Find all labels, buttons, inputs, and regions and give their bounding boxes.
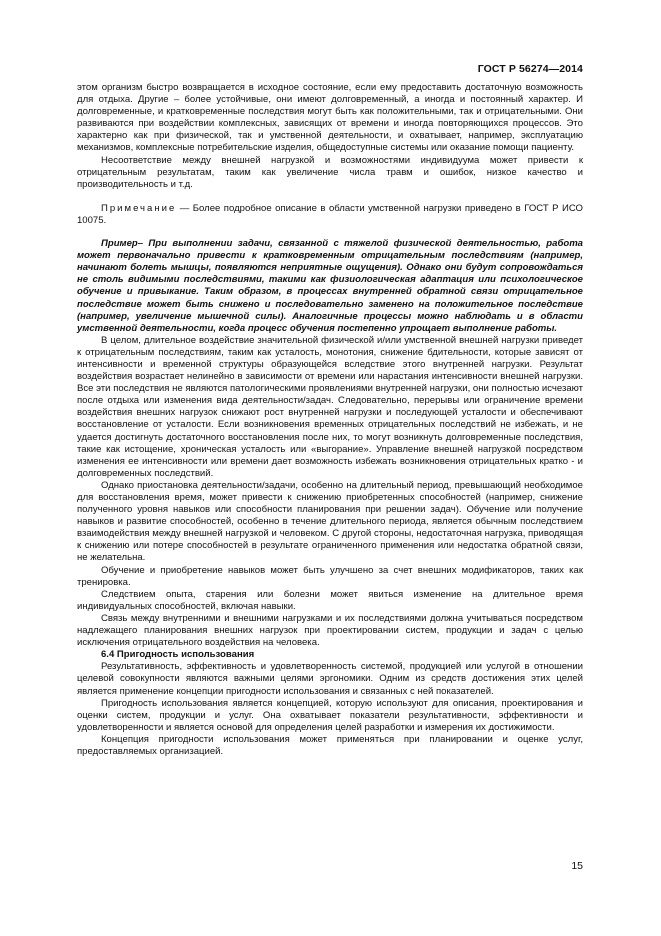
page-body	[77, 82, 583, 758]
paragraph: Следствием опыта, старения или болезни может явиться изменение на длительное время индивидуальных способностей, включая навыки.	[77, 588, 583, 612]
paragraph: этом организм быстро возвращается в исходное состояние, если ему предоставить достаточную возможность для отдыха. Другие – более устойчивые, они имеют долговременный, а иногда и постоянный характер. И долговременные, и кратковременные последствия могут быть как положительными, так и отрицательными. Они развиваются при воздействии комплексных, зависящих от времени и иногда повторяющихся процессов. Это характерно как при физической, так и умственной деятельности, и охватывает, например, эксплуатацию механизмов, комплексные потребительские изделия, общедоступные системы или оказание помощи пациенту.	[77, 82, 583, 154]
page-number: 15	[571, 860, 583, 872]
paragraph: Обучение и приобретение навыков может быть улучшено за счет внешних модификаторов, таких как тренировка.	[77, 564, 583, 588]
note-text: — Более подробное описание в области умственной нагрузки приведено в ГОСТ Р ИСО 10075.	[77, 202, 583, 226]
example-block: Пример– При выполнении задачи, связанной с тяжелой физической деятельностью, работа может первоначально привести к кратковременным отрицательным последствиям (например, начинают болеть мышцы, появляются неприятные ощущения). Однако они будут сопровождаться не столь видимыми последствиями, такими как физиологическая адаптация или психологическое обучение и привыкание. Таким образом, в процессах внутренней обратной связи отрицательное последствие может быть снижено и последовательно заменено на положительное последствие (например, увеличение мышечной силы). Аналогичные процессы можно наблюдать и в области умственной деятельности, когда процесс обучения постепенно упрощает выполнение работы.	[77, 238, 583, 334]
paragraph: В целом, длительное воздействие значительной физической и/или умственной внешней нагрузки приведет к отрицательным последствиям, таким как усталость, монотония, снижение бдительности, которые зависят от интенсивности и временной структуры образующейся вследствие этого внутренней нагрузки. Результат воздействия возрастает нелинейно в зависимости от времени или нарастания интенсивности внешней нагрузки. Все эти последствия не являются патологическими проявлениями внутренней нагрузки, они полностью исчезают после отдыха или изменения вида деятельности/задач. Следовательно, перерывы или ограничение времени воздействия внешних нагрузок снижают рост внутренней нагрузки и последующей усталости и обеспечивают восстановление от усталости. Если возникновения временных отрицательных последствий не избежать, и не удается достигнуть достаточного восстановления после них, то могут возникнуть долговременные последствия, такие как истощение, хроническая усталость или «выгорание». Управление внешней нагрузкой посредством изменения ее интенсивности или времени дает возможность избежать возникновения отрицательных кратко - и долговременных последствий.	[77, 334, 583, 479]
paragraph: Однако приостановка деятельности/задачи, особенно на длительный период, превышающий необходимое для восстановления время, может привести к снижению приобретенных способностей (например, снижение полученного уровня навыков или способности планирования при решении задач). Обучение или получение навыков и развитие способностей, особенно в течение длительного периода, является обычным последствием взаимодействия между внешней нагрузкой и человеком. С другой стороны, недостаточная нагрузка, приводящая к снижению или потере способностей в результате ограниченного применения или недостатка обратной связи, не желательна.	[77, 479, 583, 564]
paragraph: Пригодность использования является концепцией, которую используют для описания, проектирования и оценки систем, продукции и услуг. Она охватывает показатели результативности, эффективности и удовлетворенности и является основой для определения целей разработки и измерения их достижимости.	[77, 697, 583, 733]
paragraph: Результативность, эффективность и удовлетворенность системой, продукцией или услугой в отношении целевой совокупности являются важными целями эргономики. Одним из средств достижения этих целей является применение концепции пригодности использования и связанных с ней показателей.	[77, 661, 583, 697]
note	[77, 203, 583, 227]
paragraph: Концепция пригодности использования может применяться при планировании и оценке услуг, предоставляемых организацией.	[77, 733, 583, 757]
paragraph: Связь между внутренними и внешними нагрузками и их последствиями должна учитываться посредством надлежащего планирования внешних нагрузок при проектировании систем, продукции и задач с целью исключения отрицательного воздействия на человека.	[77, 612, 583, 649]
paragraph: Несоответствие между внешней нагрузкой и возможностями индивидуума может привести к отрицательным результатам, таким как увеличение числа травм и ошибок, низкое качество и производительность и т.д.	[77, 154, 583, 190]
note-label: Примечание	[101, 202, 177, 214]
document-code: ГОСТ Р 56274—2014	[477, 63, 583, 75]
section-heading: 6.4 Пригодность использования	[101, 649, 255, 661]
